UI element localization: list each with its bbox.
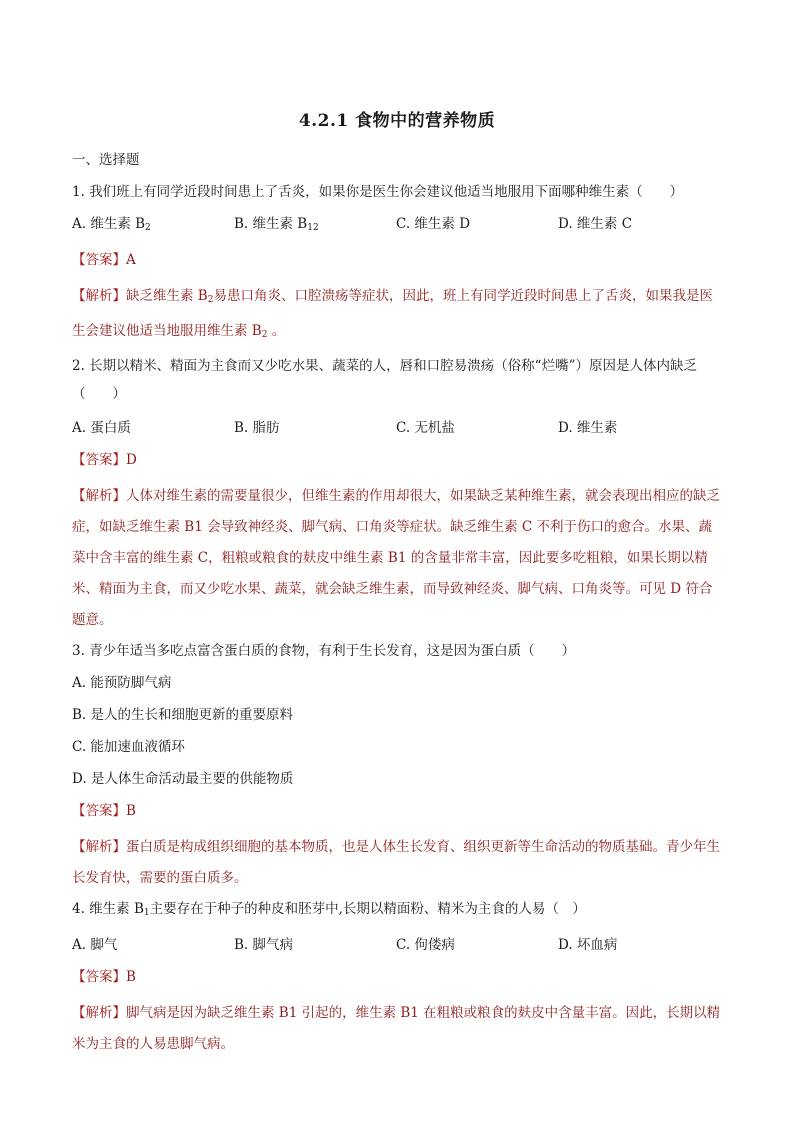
question-1-stem: 1. 我们班上有同学近段时间患上了舌炎，如果你是医生你会建议他适当地服用下面哪种维生素（ ）	[72, 184, 684, 200]
question-2-options	[72, 417, 722, 439]
question-3-stem: 3. 青少年适当多吃点富含蛋白质的食物，有利于生长发育，这是因为蛋白质（ ）	[72, 643, 576, 659]
option-a: A. 维生素 $B_2$	[72, 216, 151, 233]
section-heading: 一、选择题	[72, 152, 140, 168]
question-4-options	[72, 934, 722, 956]
option-d: D. 维生素 C	[558, 216, 633, 232]
question-3-answer: 【答案】B	[72, 803, 136, 819]
page-title: 4.2.1 食物中的营养物质	[298, 111, 496, 131]
question-2-explanation: 【解析】人体对维生素的需要量很少，但维生素的作用却很大，如果缺乏某种维生素，就会表现出相应的缺乏症，如缺乏维生素 B1 会导致神经炎、脚气病、口角炎等症状。缺乏维生素 C 不利于伤口的愈合。水果、蔬菜中含丰富的维生素 C，粗粮或粮食的麸皮中维生素 B1 的含量非常丰富，因此要多吃粗粮，如果长期以精米、精面为主食，而又少吃水果、蔬菜，就会缺乏维生素，而导致神经炎、脚气病、口角炎等。可见 D 符合题意。	[72, 488, 720, 628]
option-c: C. 维生素 D	[396, 216, 471, 232]
option-b: B. 是人的生长和细胞更新的重要原料	[72, 707, 294, 723]
question-1-explanation: 【解析】缺乏维生素 $B_2$易患口角炎、口腔溃疡等症状，因此，班上有同学近段时间患上了舌炎，如果我是医生会建议他适当地服用维生素 $B_2$ 。	[72, 288, 713, 340]
option-b: B. 维生素 $B_{12}$	[234, 216, 319, 233]
question-2-answer: 【答案】D	[72, 452, 137, 468]
option-a: A. 脚气	[72, 937, 118, 953]
question-4-answer: 【答案】B	[72, 969, 136, 985]
option-d: D. 维生素	[558, 420, 618, 436]
option-b: B. 脂肪	[234, 420, 280, 436]
option-c: C. 能加速血液循环	[72, 739, 185, 755]
question-1-options	[72, 213, 722, 239]
question-4-stem: 4. 维生素 $B_1$主要存在于种子的种皮和胚芽中,长期以精面粉、精米为主食的人易（ ）	[72, 901, 586, 918]
question-4-explanation: 【解析】脚气病是因为缺乏维生素 B1 引起的，维生素 B1 在粗粮或粮食的麸皮中含量丰富。因此，长期以精米为主食的人易患脚气病。	[72, 1005, 721, 1052]
option-d: D. 坏血病	[558, 937, 618, 953]
question-3-explanation: 【解析】蛋白质是构成组织细胞的基本物质，也是人体生长发育、组织更新等生命活动的物质基础。青少年生长发育快，需要的蛋白质多。	[72, 839, 720, 886]
option-c: C. 佝偻病	[396, 937, 455, 953]
question-1-answer: 【答案】A	[72, 252, 136, 268]
question-2-stem: 2. 长期以精米、精面为主食而又少吃水果、蔬菜的人，唇和口腔易溃疡（俗称“烂嘴”）原因是人体内缺乏	[72, 358, 697, 374]
option-c: C. 无机盐	[396, 420, 455, 436]
option-d: D. 是人体生命活动最主要的供能物质	[72, 771, 294, 787]
question-2-stem-cont: （ ）	[72, 386, 126, 402]
option-b: B. 脚气病	[234, 937, 294, 953]
option-a: A. 蛋白质	[72, 420, 131, 436]
option-a: A. 能预防脚气病	[72, 675, 172, 691]
